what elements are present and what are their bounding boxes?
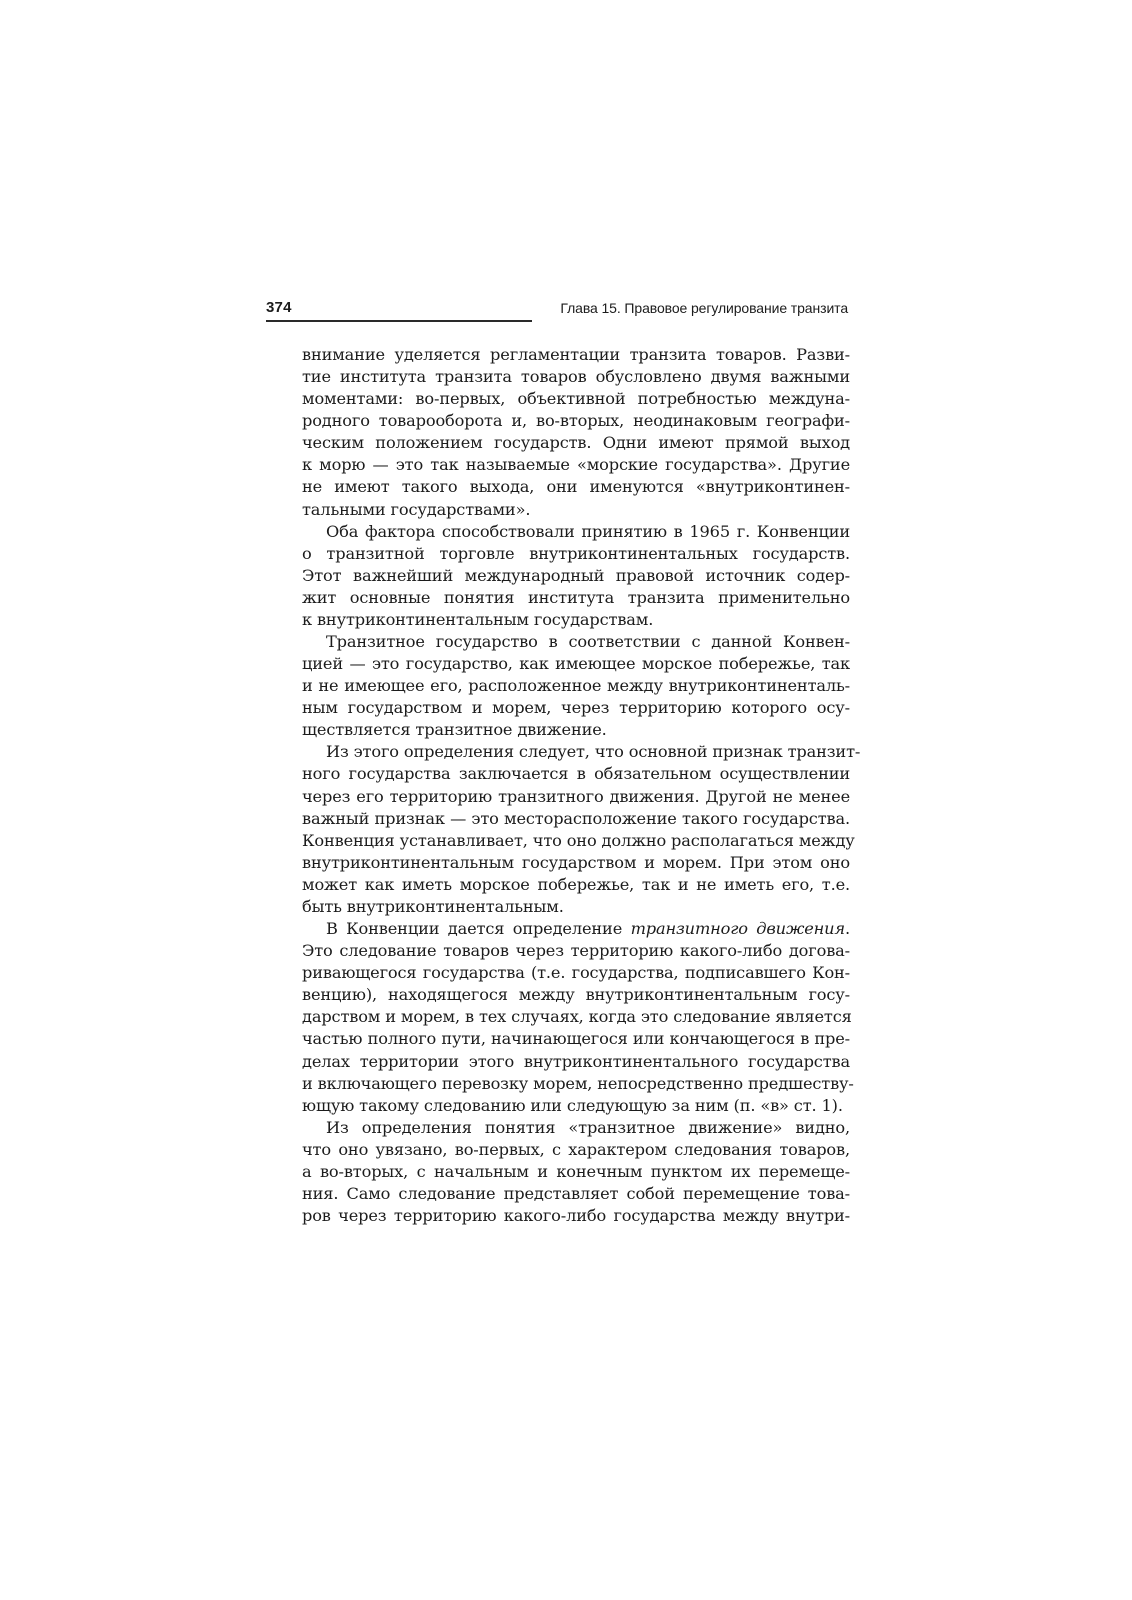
text-line-content: Из этого определения следует, что основной признак транзит- (326, 742, 861, 762)
text-line (302, 1073, 854, 1095)
paragraph-first-line (302, 521, 850, 543)
page-number: 374 (266, 299, 292, 316)
text-line (302, 1095, 850, 1117)
text-line (302, 388, 850, 410)
text-line (302, 852, 850, 874)
text-line-content: цией — это государство, как имеющее морское побережье, так (302, 654, 850, 674)
text-line (302, 1139, 850, 1161)
text-line-content: что оно увязано, во-первых, с характером следования товаров, (302, 1139, 850, 1159)
text-line-content: Транзитное государство в соответствии с данной Конвен- (326, 632, 850, 652)
text-line-content: и включающего перевозку морем, непосредственно предшеству- (302, 1073, 854, 1093)
header-rule (266, 320, 532, 322)
text-line (302, 874, 850, 896)
paragraph-first-line (302, 631, 850, 653)
text-line-content: через его территорию транзитного движения. Другой не менее (302, 786, 850, 806)
text-line-content: и не имеющее его, расположенное между внутриконтиненталь- (302, 676, 850, 696)
text-line (302, 697, 850, 719)
text-line-content: ющую такому следованию или следующую за ним (п. «в» ст. 1). (302, 1095, 843, 1115)
text-line-content: не имеют такого выхода, они именуются «внутриконтинен- (302, 477, 850, 497)
text-line (302, 786, 850, 808)
text-line-content: ров через территорию какого-либо государства между внутри- (302, 1206, 850, 1226)
text-line-content: Это следование товаров через территорию какого-либо догова- (302, 941, 850, 961)
text-line (302, 675, 850, 697)
text-line (302, 653, 850, 675)
text-line (302, 543, 850, 565)
text-line-content: к морю — это так называемые «морские государства». Другие (302, 455, 850, 475)
text-line-content: Этот важнейший международный правовой источник содер- (302, 565, 850, 585)
body-text (302, 344, 861, 1227)
text-line (302, 587, 850, 609)
text-line (302, 410, 850, 432)
text-line-content: ществляется транзитное движение. (302, 720, 607, 740)
text-line-content: Из определения понятия «транзитное движение» видно, (326, 1117, 850, 1137)
text-line-content: ривающегося государства (т.е. государства, подписавшего Кон- (302, 963, 850, 983)
text-line (302, 432, 850, 454)
text-line (302, 1051, 850, 1073)
italic-term: транзитного движения (630, 919, 845, 939)
text-line (302, 719, 850, 741)
text-line-content: важный признак — это месторасположение такого государства. (302, 808, 850, 828)
text-line (302, 830, 855, 852)
text-line-content: венцию), находящегося между внутриконтинентальным госу- (302, 985, 850, 1005)
text-line (302, 476, 850, 498)
text-line (302, 609, 850, 631)
text-line-content: внутриконтинентальным государством и морем. При этом оно (302, 852, 850, 872)
text-line-content: моментами: во-первых, объективной потребностью междуна- (302, 389, 850, 409)
text-line-content: ния. Само следование представляет собой перемещение това- (302, 1183, 850, 1203)
text-line (302, 962, 850, 984)
text-line-content: о транзитной торговле внутриконтинентальных государств. (302, 543, 850, 563)
text-line (302, 984, 850, 1006)
text-line (302, 1028, 850, 1050)
text-line-content: Оба фактора способствовали принятию в 1965 г. Конвенции (326, 521, 850, 541)
text-line (302, 1006, 850, 1028)
chapter-title: Глава 15. Правовое регулирование транзита (560, 300, 848, 316)
text-line-content: частью полного пути, начинающегося или кончающегося в пре- (302, 1029, 850, 1049)
text-line-content: тие института транзита товаров обусловлено двумя важными (302, 367, 850, 387)
text-line (302, 565, 850, 587)
text-line (302, 454, 850, 476)
text-line (302, 808, 850, 830)
running-head (266, 299, 850, 323)
text-line-content: дарством и морем, в тех случаях, когда это следование является (302, 1007, 852, 1027)
text-line (302, 366, 850, 388)
text-line-content: жит основные понятия института транзита применительно (302, 587, 850, 607)
text-line (302, 896, 850, 918)
paragraph-first-line (302, 741, 861, 763)
text-line-content: родного товарооборота и, во-вторых, неодинаковым географи- (302, 411, 850, 431)
text-line-tail: . (845, 919, 850, 939)
text-line-content: ным государством и морем, через территорию которого осу- (302, 698, 850, 718)
text-line (302, 1205, 850, 1227)
text-line (302, 499, 850, 521)
text-line-content: Конвенция устанавливает, что оно должно располагаться между (302, 830, 855, 850)
text-line-content: быть внутриконтинентальным. (302, 896, 564, 916)
text-line (302, 344, 850, 366)
text-line (302, 1161, 850, 1183)
text-line-content: тальными государствами». (302, 499, 531, 519)
text-line-content: ного государства заключается в обязательном осуществлении (302, 764, 850, 784)
text-line-content: делах территории этого внутриконтинентального государства (302, 1051, 850, 1071)
text-line-content: может как иметь морское побережье, так и не иметь его, т.е. (302, 874, 850, 894)
text-line-content: внимание уделяется регламентации транзита товаров. Разви- (302, 345, 850, 364)
text-line-content: В Конвенции дается определение (326, 919, 631, 939)
text-line (302, 763, 850, 785)
text-line-content: к внутриконтинентальным государствам. (302, 609, 654, 629)
text-line (302, 1183, 850, 1205)
text-line-content: ческим положением государств. Одни имеют прямой выход (302, 433, 850, 453)
paragraph-first-line (302, 1117, 850, 1139)
paragraph-first-line (302, 918, 850, 940)
text-line (302, 940, 850, 962)
text-line-content: а во-вторых, с начальным и конечным пунктом их перемеще- (302, 1161, 850, 1181)
